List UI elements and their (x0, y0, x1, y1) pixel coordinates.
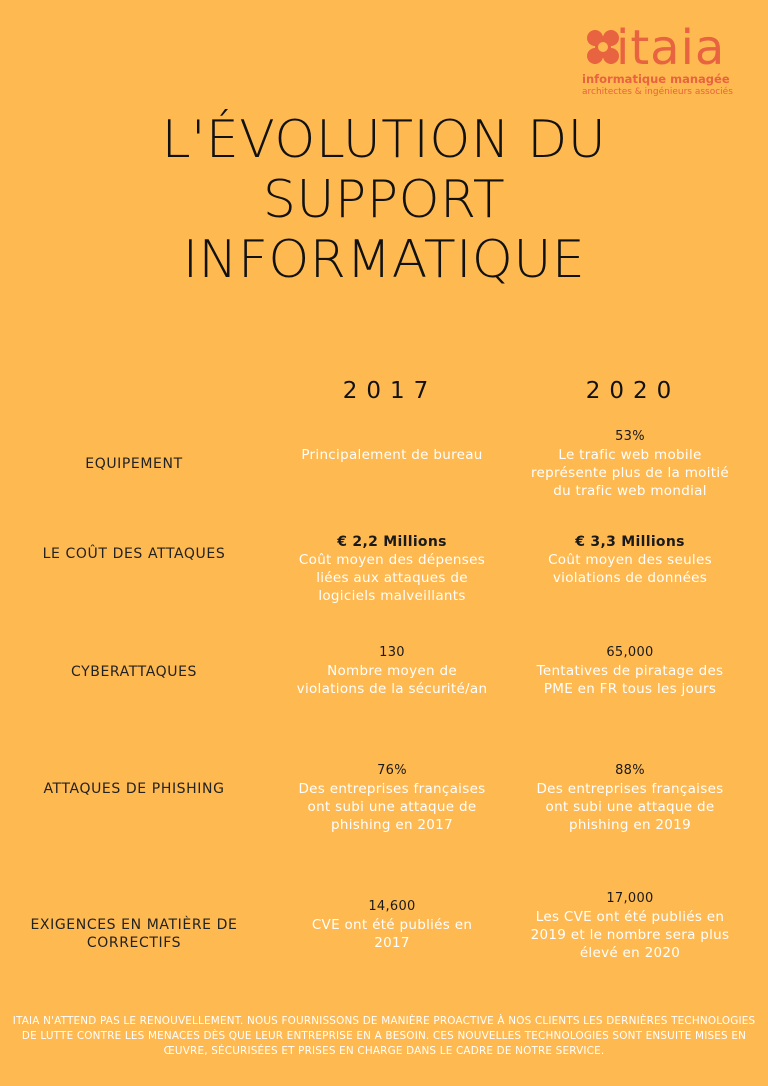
row-label-phishing: ATTAQUES DE PHISHING (43, 781, 225, 797)
cell-desc: Des entreprises françaises ont subi une attaque de phishing en 2019 (536, 781, 724, 833)
cell-2020-correctifs (528, 890, 732, 962)
cell-value: 14,600 (368, 899, 416, 914)
logo-tagline: informatique managée (582, 72, 730, 86)
cell-2017-phishing (292, 762, 492, 834)
cell-desc: Coût moyen des seules violations de données (548, 552, 712, 586)
cell-desc: Des entreprises françaises ont subi une attaque de phishing en 2017 (298, 781, 486, 833)
footer-statement: ITAIA N'ATTEND PAS LE RENOUVELLEMENT. NOUS FOURNISSONS DE MANIÈRE PROACTIVE À NOS CLIENTS LES DERNIÈRES TECHNOLOGIES DE LUTTE CONTRE LES MENACES DÈS QUE LEUR ENTREPRISE EN A BESOIN. CES NOUVELLES TECHNOLOGIES SONT ENSUITE MISES EN ŒUVRE, SÉCURISÉES ET PRISES EN CHARGE DANS LE CADRE DE NOTRE SERVICE. (12, 1015, 756, 1057)
logo-subtagline: architectes & ingénieurs associés (582, 87, 733, 97)
cell-value: 65,000 (606, 645, 654, 660)
cell-value: 88% (615, 763, 645, 778)
itaia-logo (578, 20, 753, 100)
cell-value: 130 (379, 645, 405, 660)
page-title (0, 110, 768, 290)
cell-desc: CVE ont été publiés en 2017 (311, 917, 473, 951)
cell-desc: Le trafic web mobile représente plus de la moitié du trafic web mondial (530, 447, 730, 499)
row-label-cyberattaques: CYBERATTAQUES (70, 664, 198, 680)
logo-wordmark: itaia (616, 20, 726, 76)
cell-desc: Les CVE ont été publiés en 2019 et le nombre sera plus élevé en 2020 (530, 909, 730, 961)
year-header-2020: 2020 (585, 378, 681, 404)
row-label-correctifs: EXIGENCES EN MATIÈRE DE CORRECTIFS (30, 917, 238, 951)
cell-2020-cyberattaques (528, 644, 732, 698)
cell-2017-correctifs (292, 898, 492, 952)
cell-2020-phishing (528, 762, 732, 834)
cell-desc: Nombre moyen de violations de la sécurité/an (296, 663, 488, 697)
cell-2020-cout-attaques (528, 533, 732, 587)
title-line-1: L'ÉVOLUTION DU (161, 110, 607, 170)
year-header-2017: 2017 (342, 378, 438, 404)
cell-value: 17,000 (606, 891, 654, 906)
cell-value: 53% (615, 429, 645, 444)
row-label-equipement: EQUIPEMENT (85, 456, 183, 472)
cell-value: 76% (377, 763, 407, 778)
title-line-3: INFORMATIQUE (182, 230, 586, 290)
cell-2017-equipement (292, 446, 492, 464)
cell-value: € 3,3 Millions (575, 534, 685, 550)
cell-desc: Principalement de bureau (301, 447, 483, 463)
cell-value: € 2,2 Millions (337, 534, 447, 550)
cell-2017-cout-attaques (292, 533, 492, 605)
title-line-2: SUPPORT (262, 170, 506, 230)
cell-desc: Coût moyen des dépenses liées aux attaques de logiciels malveillants (298, 552, 486, 604)
cell-2020-equipement (528, 428, 732, 500)
cell-2017-cyberattaques (292, 644, 492, 698)
row-label-cout-attaques: LE COÛT DES ATTAQUES (42, 546, 226, 562)
cell-desc: Tentatives de piratage des PME en FR tous les jours (536, 663, 724, 697)
